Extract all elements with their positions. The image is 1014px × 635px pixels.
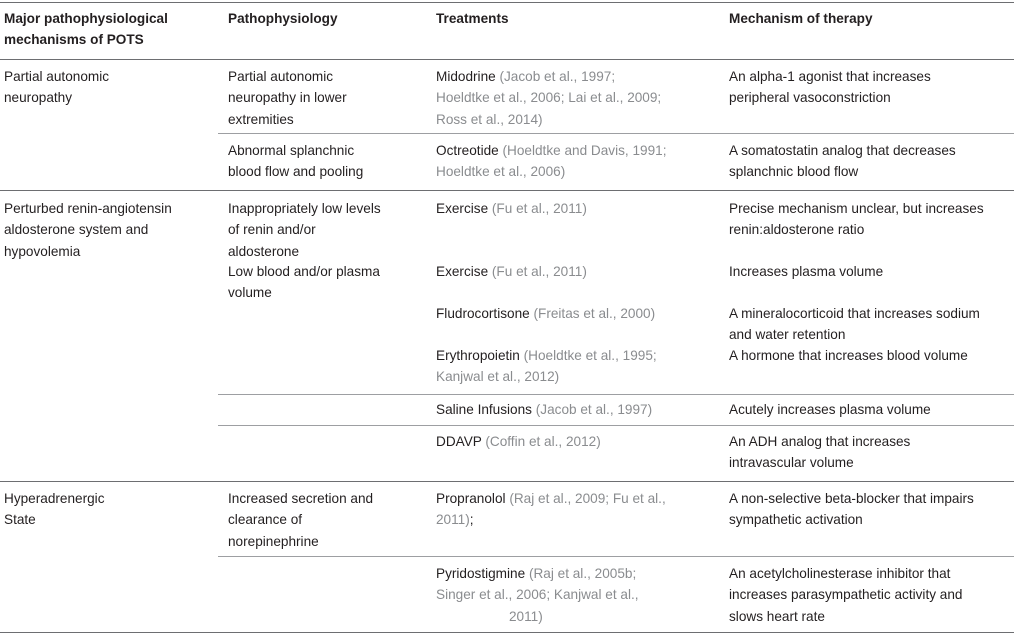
row-divider bbox=[218, 133, 1014, 134]
cell-line: Low blood and/or plasma bbox=[228, 264, 380, 279]
cell-line: A hormone that increases blood volume bbox=[729, 348, 968, 363]
header-mechanisms bbox=[4, 8, 168, 51]
group-divider bbox=[0, 190, 1014, 191]
cell-line: Inappropriately low levels bbox=[228, 201, 381, 216]
cell-line bbox=[436, 345, 657, 366]
cell-line: An ADH analog that increases bbox=[729, 434, 911, 449]
header-treatments: Treatments bbox=[436, 11, 509, 26]
therapy-pyridostigmine bbox=[729, 563, 962, 627]
therapy-exercise-volume bbox=[729, 261, 883, 282]
cell-line bbox=[436, 261, 587, 282]
citation-link[interactable]: (Coffin et al., 2012) bbox=[485, 434, 601, 449]
header-mechanism-of-therapy: Mechanism of therapy bbox=[729, 11, 873, 26]
patho-norepinephrine bbox=[228, 488, 373, 552]
cell-line: Acutely increases plasma volume bbox=[729, 402, 931, 417]
citation-link[interactable]: (Raj et al., 2005b; bbox=[528, 566, 637, 581]
treatment-pyridostigmine bbox=[436, 563, 639, 627]
cell-line: A non-selective beta-blocker that impairs bbox=[729, 491, 974, 506]
drug-name: Octreotide bbox=[436, 143, 499, 158]
cell-line bbox=[436, 399, 652, 420]
mechanism-partial-autonomic-neuropathy bbox=[4, 66, 109, 109]
citation-link[interactable]: (Freitas et al., 2000) bbox=[533, 306, 656, 321]
cell-line: Precise mechanism unclear, but increases bbox=[729, 201, 984, 216]
therapy-exercise-renin bbox=[729, 198, 984, 241]
row-divider bbox=[218, 394, 1014, 395]
group-divider bbox=[0, 481, 1014, 482]
cell-line bbox=[436, 140, 666, 161]
drug-name: Propranolol bbox=[436, 491, 506, 506]
drug-name: Saline Infusions bbox=[436, 402, 532, 417]
cell-line bbox=[436, 66, 661, 87]
patho-lower-extremities bbox=[228, 66, 347, 130]
drug-name: Erythropoietin bbox=[436, 348, 520, 363]
citation-link[interactable]: Hoeldtke et al., 2006; Lai et al., 2009; bbox=[436, 90, 662, 106]
cell-line: A somatostatin analog that decreases bbox=[729, 143, 956, 158]
drug-name: Midodrine bbox=[436, 69, 496, 84]
cell-line: splanchnic blood flow bbox=[729, 164, 859, 180]
therapy-fludrocortisone bbox=[729, 303, 980, 346]
cell-line: Increases plasma volume bbox=[729, 264, 884, 279]
cell-line: sympathetic activation bbox=[729, 512, 863, 528]
treatment-saline-infusions bbox=[436, 399, 652, 420]
citation-link[interactable]: Ross et al., 2014) bbox=[436, 111, 543, 127]
cell-line: neuropathy bbox=[4, 90, 73, 106]
patho-low-volume bbox=[228, 261, 380, 304]
cell-line bbox=[436, 431, 601, 452]
treatment-fludrocortisone bbox=[436, 303, 655, 324]
cell-line bbox=[436, 198, 587, 219]
cell-line: increases parasympathetic activity and bbox=[729, 587, 963, 603]
cell-line: Abnormal splanchnic bbox=[228, 143, 355, 158]
cell-line: Increased secretion and bbox=[228, 491, 374, 506]
cell-line: aldosterone bbox=[228, 243, 300, 259]
citation-link[interactable]: Kanjwal et al., 2012) bbox=[436, 369, 560, 385]
citation-link[interactable]: Singer et al., 2006; Kanjwal et al., bbox=[436, 587, 639, 603]
cell-line: of renin and/or bbox=[228, 222, 316, 238]
citation-link[interactable]: (Fu et al., 2011) bbox=[491, 201, 587, 216]
therapy-ddavp bbox=[729, 431, 910, 474]
header-mechanisms-line2: mechanisms of POTS bbox=[4, 32, 144, 48]
treatment-exercise-renin bbox=[436, 198, 587, 219]
treatment-propranolol bbox=[436, 488, 666, 531]
cell-line: renin:aldosterone ratio bbox=[729, 222, 865, 238]
cell-line bbox=[436, 303, 655, 324]
cell-line: Hyperadrenergic bbox=[4, 491, 105, 506]
cell-line: An acetylcholinesterase inhibitor that bbox=[729, 566, 951, 581]
patho-low-renin bbox=[228, 198, 381, 262]
table-top-rule bbox=[0, 2, 1014, 3]
drug-name: Pyridostigmine bbox=[436, 566, 526, 581]
mechanism-hyperadrenergic-state bbox=[4, 488, 105, 531]
cell-line: Partial autonomic bbox=[4, 69, 110, 84]
cell-line: State bbox=[4, 512, 36, 528]
citation-link[interactable]: (Jacob et al., 1997) bbox=[535, 402, 653, 417]
cell-line: Perturbed renin-angiotensin bbox=[4, 201, 172, 216]
cell-line: peripheral vasoconstriction bbox=[729, 90, 891, 106]
drug-name: Exercise bbox=[436, 264, 489, 279]
drug-name: Exercise bbox=[436, 201, 489, 216]
cell-line: neuropathy in lower bbox=[228, 90, 347, 106]
citation-link[interactable]: (Raj et al., 2009; Fu et al., bbox=[509, 491, 666, 506]
cell-line: blood flow and pooling bbox=[228, 164, 364, 180]
citation-link[interactable]: 2011) bbox=[509, 608, 543, 624]
cell-line: volume bbox=[228, 285, 272, 301]
cell-line: slows heart rate bbox=[729, 608, 825, 624]
therapy-saline bbox=[729, 399, 931, 420]
row-divider bbox=[218, 556, 1014, 557]
therapy-midodrine bbox=[729, 66, 931, 109]
header-mechanisms-line1: Major pathophysiological bbox=[4, 11, 168, 26]
cell-line: clearance of bbox=[228, 512, 303, 528]
citation-link[interactable]: (Hoeldtke and Davis, 1991; bbox=[502, 143, 667, 158]
drug-name: DDAVP bbox=[436, 434, 482, 449]
header-pathophysiology: Pathophysiology bbox=[228, 11, 338, 26]
cell-line bbox=[436, 488, 666, 509]
cell-line: Partial autonomic bbox=[228, 69, 334, 84]
treatment-ddavp bbox=[436, 431, 601, 452]
citation-link[interactable]: 2011) bbox=[436, 512, 470, 528]
treatment-midodrine bbox=[436, 66, 661, 130]
cell-line: norepinephrine bbox=[228, 533, 319, 549]
citation-link[interactable]: (Jacob et al., 1997; bbox=[499, 69, 616, 84]
cell-line: A mineralocorticoid that increases sodium bbox=[729, 306, 980, 321]
drug-name: Fludrocortisone bbox=[436, 306, 530, 321]
table-bottom-rule bbox=[0, 632, 1014, 633]
cell-line: intravascular volume bbox=[729, 455, 854, 471]
cell-line: An alpha-1 agonist that increases bbox=[729, 69, 931, 84]
header-bottom-rule bbox=[0, 59, 1014, 60]
cell-line: extremities bbox=[228, 111, 294, 127]
citation-link[interactable]: Hoeldtke et al., 2006) bbox=[436, 164, 566, 180]
treatment-octreotide bbox=[436, 140, 666, 183]
therapy-propranolol bbox=[729, 488, 974, 531]
row-divider bbox=[218, 425, 1014, 426]
cell-line bbox=[436, 509, 666, 530]
mechanism-perturbed-raas bbox=[4, 198, 172, 262]
cell-line: and water retention bbox=[729, 327, 846, 343]
cell-line bbox=[436, 563, 639, 584]
citation-link[interactable]: (Hoeldtke et al., 1995; bbox=[523, 348, 657, 363]
therapy-erythropoietin bbox=[729, 345, 968, 366]
treatment-erythropoietin bbox=[436, 345, 657, 388]
punctuation: ; bbox=[469, 512, 474, 528]
cell-line: hypovolemia bbox=[4, 243, 81, 259]
citation-link[interactable]: (Fu et al., 2011) bbox=[491, 264, 587, 279]
patho-splanchnic bbox=[228, 140, 363, 183]
cell-line: aldosterone system and bbox=[4, 222, 149, 238]
therapy-octreotide bbox=[729, 140, 956, 183]
treatment-exercise-volume bbox=[436, 261, 587, 282]
